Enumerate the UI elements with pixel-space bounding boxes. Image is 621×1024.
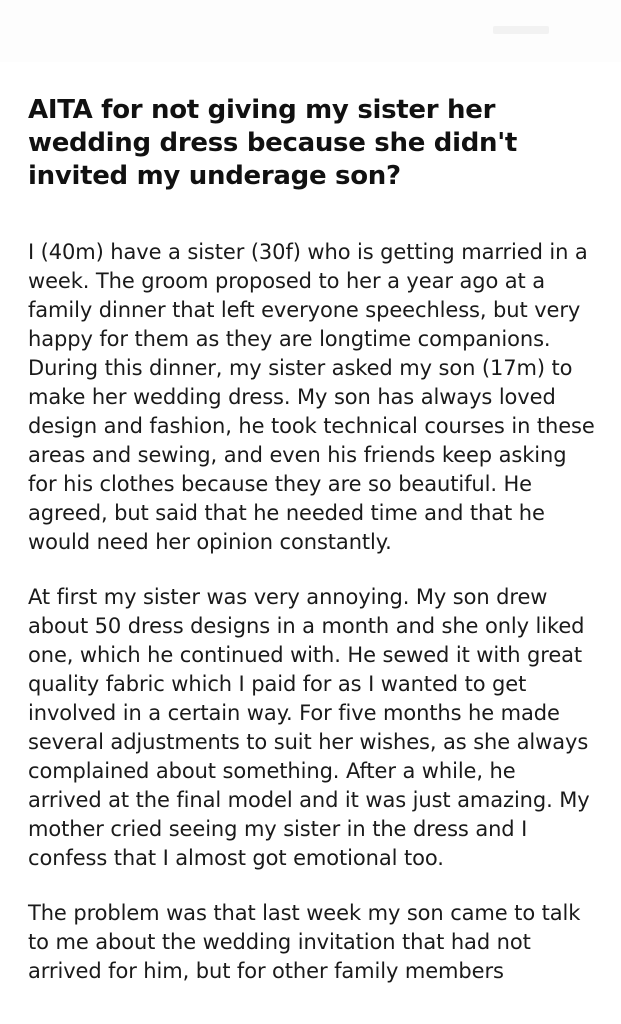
post-paragraph: The problem was that last week my son came to talk to me about the wedding invitation that had not arrived for him, but for other family members (28, 900, 581, 983)
faint-watermark (493, 26, 549, 34)
top-whitespace-band (0, 0, 621, 62)
page-title: AITA for not giving my sister her wedding dress because she didn't invited my underage son? (28, 95, 518, 191)
post-paragraph: At first my sister was very annoying. My son drew about 50 dress designs in a month and she only liked one, which he continued with. He sewed it with great quality fabric which I paid for as I wanted to get involved in a certain way. For five months he made several adjustments to suit her wishes, as she always complained about something. After a while, he arrived at the final model and it was just amazing. My mother cried seeing my sister in the dress and I confess that I almost got emotional too. (28, 584, 590, 870)
post-body (28, 238, 595, 985)
post-paragraph: I (40m) have a sister (30f) who is getting married in a week. The groom proposed to her a year ago at a family dinner that left everyone speechless, but very happy for them as they are longtime companions. During this dinner, my sister asked my son (17m) to make her wedding dress. My son has always loved design and fashion, he took technical courses in these areas and sewing, and even his friends keep asking for his clothes because they are so beautiful. He agreed, but said that he needed time and that he would need her opinion constantly. (28, 240, 595, 554)
post-content (0, 62, 621, 986)
bottom-fade-overlay (0, 998, 621, 1024)
